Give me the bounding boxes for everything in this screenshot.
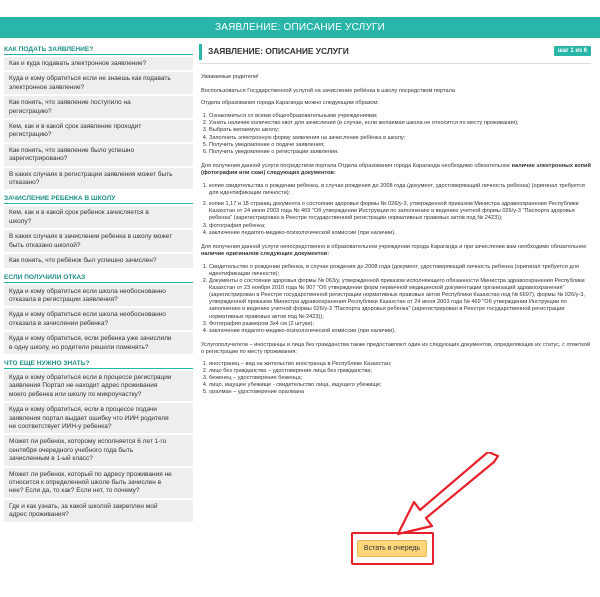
join-queue-button[interactable]: Встать в очередь [357, 540, 427, 557]
sidebar-section-title: ЕСЛИ ПОЛУЧИЛИ ОТКАЗ [4, 272, 193, 283]
list-item: 2. лицо без гражданства – удостоверение лица без гражданства; [209, 368, 591, 375]
list-item: 2. Документы о состоянии здоровья формы № 063/у, утвержденной приказом исполняющего обязанности Министра здравоохранения Республики Казахстан от 23 ноября 2010 года № 907 "Об утверждении форм первичной медицинской документации организаций здравоохранения" (зарегистрирован в Реестре государственной регистрации нормативных правовых актов Республики Казахстан под № 6697), формы № 026/у-3, утвержденной приказом Министра здравоохранения Республики Казахстан от 24 июня 2003 года № 469 "Об утверждении Инструкции по заполнению и ведению учетной формы 026/у-3 "Паспорта здоровья ребенка" (зарегистрирован в Реестре государственной регистрации нормативных правовых актов под № 2423)); [209, 278, 591, 321]
sidebar-link[interactable]: Куда и кому обратиться если не знаешь как подавать электронное заявление? [4, 72, 193, 94]
sidebar-link[interactable]: Куда и кому обратиться, если в процессе подачи заявления портал выдает ошибку что ИИН родителя не соответствует ИИН-у ребенка? [4, 403, 193, 433]
foreigners-docs-list [201, 361, 591, 396]
sidebar-link[interactable]: Кем, как и в какой срок заявление проходит регистрацию? [4, 120, 193, 142]
title-row [199, 44, 591, 60]
inperson-docs-list [201, 264, 591, 335]
portal-docs-intro [201, 163, 591, 177]
paragraph-text: Для получения данной услуги непосредственно в образовательном учреждении города Караганда и при зачислении вам необходимо обязательное [201, 243, 587, 250]
main-content [199, 44, 591, 396]
paragraph-text: Для получения данной услуги посредством портала Отдела образования города Караганда необходимо обязательное [201, 162, 511, 169]
sidebar-link[interactable]: Кем, как и в какой срок ребенок зачисляется в школу? [4, 206, 193, 228]
page-header [0, 17, 600, 38]
bold-text: электронных копий (фотография или скан) следующих документов: [201, 162, 591, 176]
bold-text: наличие [511, 162, 535, 169]
list-item: 3. беженец – удостоверение беженца; [209, 375, 591, 382]
list-item: 4. заключение педагого-медико-психологической комиссии (при наличии). [209, 230, 591, 237]
sidebar-section-title: КАК ПОДАТЬ ЗАЯВЛЕНИЕ? [4, 44, 193, 55]
page-title: ЗАЯВЛЕНИЕ: ОПИСАНИЕ УСЛУГИ [208, 46, 349, 56]
list-item: 1. копия свидетельства о рождении ребенка, в случае рождения до 2008 года (документ, удостоверяющий личность ребенка) (оригинал требуется для идентификации личности); [209, 183, 591, 197]
list-item: 3. фотография ребенка; [209, 223, 591, 230]
intro-line: Отдела образования города Караганда можно следующим образом: [201, 100, 379, 107]
list-item: 4. Заполнить электронную форму заявления на зачисление ребёнка в школу; [209, 135, 591, 142]
list-item: 4. заключение педагого-медико-психологической комиссии (при наличии). [209, 328, 591, 335]
step-badge: шаг 1 из 6 [554, 46, 591, 56]
sidebar-section-title: ЗАЧИСЛЕНИЕ РЕБЕНКА В ШКОЛУ [4, 193, 193, 204]
sidebar-link[interactable]: Куда и кому обратиться если школа необоснованно отказала в зачислении ребенка? [4, 308, 193, 330]
list-item: 1. Ознакомиться со всеми общеобразовательными учреждениями; [209, 113, 591, 120]
red-arrow-icon [392, 452, 502, 538]
sidebar-link[interactable]: Где и как узнать, за какой школой закреплен мой адрес проживания? [4, 500, 193, 522]
greeting: Уважаемые родители! [201, 74, 259, 80]
sidebar-link[interactable]: Может ли ребенок, которому исполняется 6 лет 1-го сентября очередного учебного года быть зачисленным в 1-ый класс? [4, 435, 193, 465]
list-item: 2. копии 1,17 и 18 страниц документа о состоянии здоровья формы № 026/у-3, утвержденной приказом Министра здравоохранения Республики Казахстан от 24 июня 2003 года № 469 "Об утверждении Инструкции по заполнению и ведению учетной формы 026/у-3 "Паспорта здоровья ребенка" (зарегистрирован в Реестре государственной регистрации нормативных правовых актов под № 2423)); [209, 201, 591, 222]
sidebar-link[interactable]: Как понять, что ребёнок был успешно зачислен? [4, 254, 193, 267]
list-item: 5. оралман – удостоверение оралмана [209, 389, 591, 396]
sidebar-link[interactable]: Куда и кому обратиться, если ребенка уже зачислили в одну школу, но родители решили поменять? [4, 332, 193, 354]
portal-docs-list [201, 183, 591, 237]
faq-sidebar [4, 44, 193, 524]
service-description [199, 74, 591, 396]
list-item: 3. Выбрать желаемую школу; [209, 127, 591, 134]
list-item: 5. Получить уведомление о подаче заявления; [209, 142, 591, 149]
sidebar-link[interactable]: Как и куда подавать электронное заявление? [4, 57, 193, 70]
sidebar-link[interactable]: Куда и кому обратиться если школа необоснованно отказала в регистрации заявления? [4, 285, 193, 307]
sidebar-link[interactable]: Может ли ребенок, который по адресу проживания не относится к определенной школе быть зачислен в нее? Если да, то как? Если нет, то почему? [4, 468, 193, 498]
bold-text: наличие оригиналов следующих документов: [201, 250, 330, 257]
list-item: 4. лицо, ищущее убежище - свидетельство лица, ищущего убежище; [209, 382, 591, 389]
divider [199, 63, 591, 64]
sidebar-link[interactable]: В каких случаях в зачислении ребенка в школу может быть отказано школой? [4, 230, 193, 252]
sidebar-link[interactable]: Как понять, что заявление было успешно зарегистрировано? [4, 144, 193, 166]
steps-list [201, 113, 591, 156]
sidebar-link[interactable]: Куда и кому обратиться если в процессе регистрации заявления Портал не находит адрес проживания моего ребенка или школу по микроучастку? [4, 371, 193, 401]
foreigners-intro: Услугополучатели – иностранцы и лица без гражданства также предоставляют один из следующих документов, определяющих их статус, с отметкой о регистрации по месту проживания: [201, 341, 591, 355]
list-item: 2. Узнать наличие количество квот для зачисления (в случае, если желаемая школа не относится по месту проживания); [209, 120, 591, 127]
sidebar-section-title: ЧТО ЕЩЕ НУЖНО ЗНАТЬ? [4, 358, 193, 369]
header-title: ЗАЯВЛЕНИЕ: ОПИСАНИЕ УСЛУГИ [215, 22, 385, 33]
list-item: 6. Получить уведомление о регистрации заявления. [209, 149, 591, 156]
inperson-docs-intro [201, 244, 591, 258]
list-item: 3. Фотография размером 3х4 см (2 штуки); [209, 321, 591, 328]
list-item: 1. иностранец – вид на жительство иностранца в Республике Казахстан; [209, 361, 591, 368]
sidebar-link[interactable]: Как понять, что заявление поступило на регистрацию? [4, 96, 193, 118]
sidebar-link[interactable]: В каких случаях в регистрации заявления может быть отказано? [4, 168, 193, 190]
intro-line: Воспользоваться Государственной услугой на зачисление ребёнка в школу посредством портала [201, 88, 456, 95]
list-item: 1. Свидетельство о рождении ребенка, в случае рождения до 2008 года (документ, удостоверяющий личность ребенка (оригинал требуется для идентификации личности); [209, 264, 591, 278]
